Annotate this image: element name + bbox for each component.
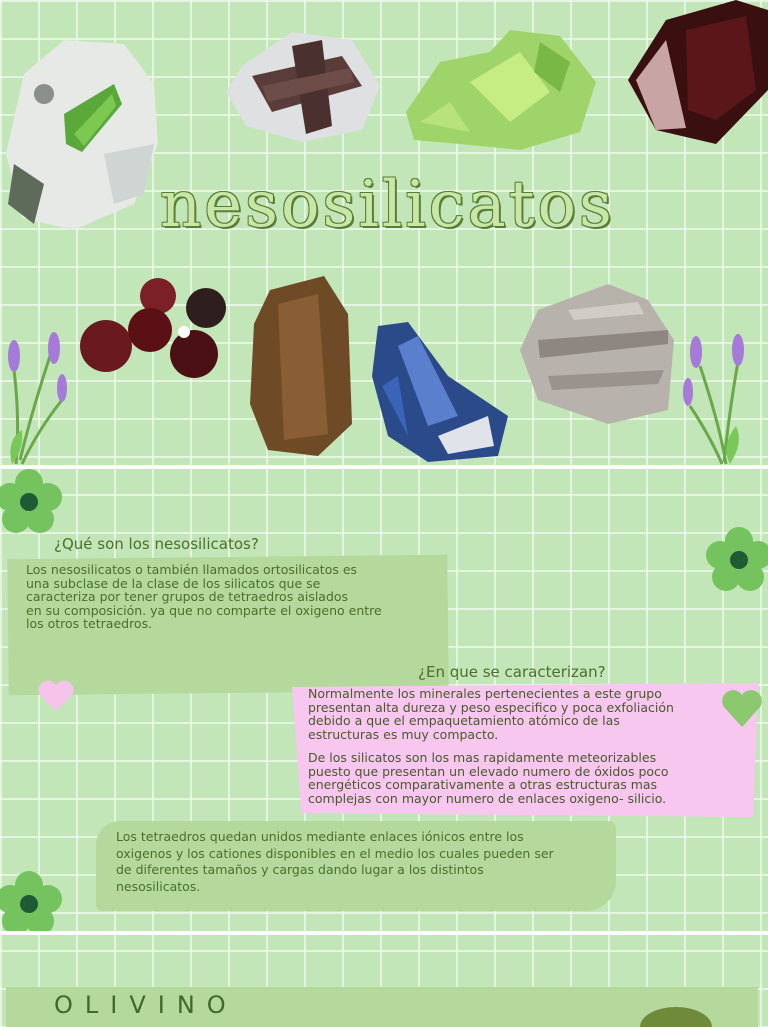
olivine-on-calcite-image	[4, 34, 162, 232]
text-line: Los nesosilicatos o también llamados ortosilicatos es	[26, 562, 358, 577]
text-line: De los silicatos son los mas rapidamente meteorizables	[308, 750, 657, 765]
blue-kyanite-image	[368, 316, 512, 464]
text-line: Normalmente los minerales pertenecientes a este grupo	[308, 686, 662, 701]
text-line: los otros tetraedros.	[26, 616, 153, 631]
brown-prism-image	[248, 274, 354, 458]
flower-icon	[0, 873, 60, 935]
olivine-partial-image	[636, 1003, 716, 1027]
staurolite-cross-image	[222, 26, 384, 144]
definition-text	[26, 563, 446, 631]
bonding-text	[116, 829, 606, 895]
lavender-left-icon	[2, 330, 70, 466]
text-line: Los tetraedros quedan unidos mediante enlaces iónicos entre los	[116, 829, 524, 844]
text-line: debido a que el empaquetamiento atómico de las	[308, 713, 620, 728]
section-heading-olivino: OLIVINO	[54, 991, 238, 1019]
text-line: oxigenos y los cationes disponibles en el medio los cuales pueden ser	[116, 845, 554, 861]
cover-page	[0, 0, 768, 465]
grey-schist-image	[518, 280, 678, 426]
text-line: de diferentes tamaños y cargas dando lugar a los distintos	[116, 862, 484, 877]
text-line: en su composición. ya que no comparte el oxigeno entre	[26, 602, 382, 618]
flower-icon	[0, 471, 60, 533]
peridot-green-image	[400, 22, 600, 154]
text-line: puesto que presentan un elevado numero de óxidos poco	[308, 763, 669, 779]
question-heading-characteristics: ¿En que se caracterizan?	[418, 663, 606, 681]
text-line: presentan alta dureza y peso especifico y poca exfoliación	[308, 699, 674, 715]
garnet-cluster-image	[72, 274, 232, 382]
pink-heart-icon	[36, 679, 76, 713]
lavender-right-icon	[680, 326, 752, 466]
weathering-text	[308, 751, 728, 805]
text-line: una subclase de la clase de los silicatos que se	[26, 575, 321, 591]
olivino-page	[0, 935, 768, 1024]
flower-icon	[708, 529, 768, 591]
text-line: complejas con mayor numero de enlaces oxigeno- silicio.	[308, 790, 667, 806]
info-page	[0, 469, 768, 931]
garnet-dark-red-image	[626, 0, 768, 146]
characteristics-text	[308, 687, 728, 741]
text-line: estructuras es muy compacto.	[308, 726, 499, 742]
text-line: energéticos comparativamente a otras estructuras mas	[308, 777, 658, 792]
text-line: nesosilicatos.	[116, 878, 201, 894]
question-heading-what: ¿Qué son los nesosilicatos?	[54, 535, 259, 553]
text-line: caracteriza por tener grupos de tetraedros aislados	[26, 589, 349, 604]
page-title: nesosilicatos	[160, 168, 615, 242]
